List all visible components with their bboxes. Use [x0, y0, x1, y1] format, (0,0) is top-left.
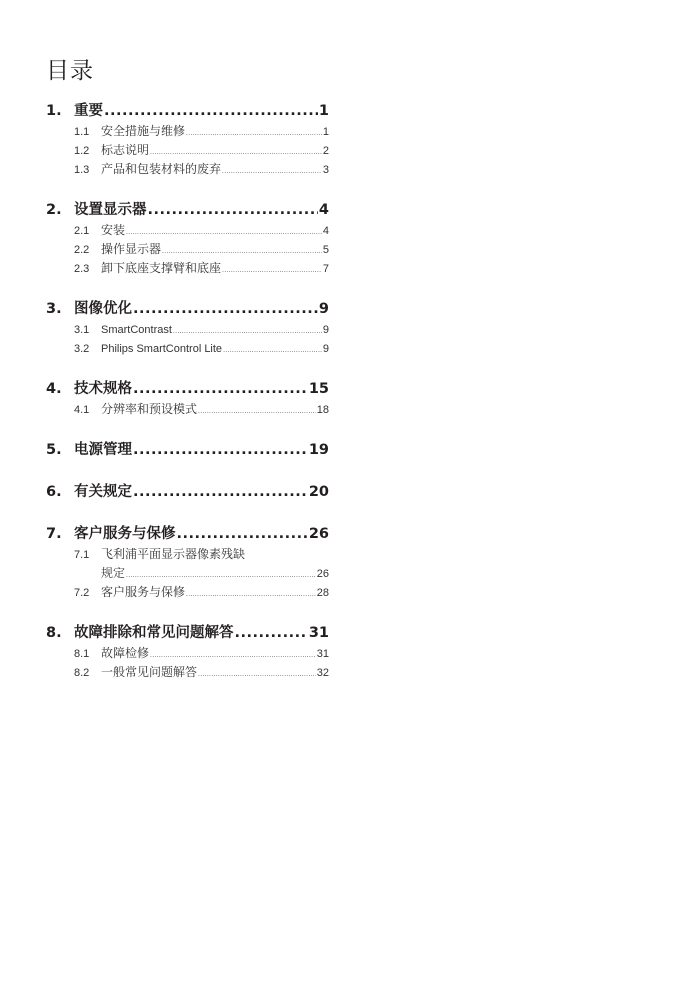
subsection-number: 4.1: [74, 404, 90, 416]
toc-subsection-entry[interactable]: [46, 644, 329, 663]
section-title: 故障排除和常见问题解答: [74, 625, 234, 641]
subsection-title: SmartContrast: [101, 324, 172, 336]
toc-section: [46, 378, 329, 419]
toc-section: [46, 439, 329, 461]
toc-section-entry[interactable]: [46, 378, 329, 400]
section-title: 图像优化: [74, 301, 132, 317]
toc-subsection-entry[interactable]: [46, 259, 329, 278]
section-page: 26: [308, 526, 329, 542]
dot-leader: [133, 298, 318, 320]
dot-leader: [148, 199, 318, 221]
toc-section: [46, 298, 329, 358]
toc-subsection-entry[interactable]: [46, 339, 329, 358]
dot-leader: [150, 644, 316, 665]
section-number: 8.: [46, 625, 62, 641]
section-title: 电源管理: [74, 442, 132, 458]
subsection-page: 5: [322, 244, 329, 256]
section-number: 2.: [46, 202, 62, 218]
dot-leader: [173, 320, 322, 341]
subsection-title: 飞利浦平面显示器像素残缺: [101, 547, 246, 561]
subsection-number: 8.1: [74, 648, 90, 660]
toc-subsection-entry[interactable]: [46, 221, 329, 240]
toc-section-entry[interactable]: [46, 523, 329, 545]
section-title: 客户服务与保修: [74, 526, 176, 542]
page-title: 目录: [46, 58, 94, 84]
toc-section-entry[interactable]: [46, 100, 329, 122]
toc-section-entry[interactable]: [46, 481, 329, 503]
toc-subsection-entry[interactable]: [46, 320, 329, 339]
subsection-page: 9: [322, 343, 329, 355]
dot-leader: [177, 523, 308, 545]
toc-subsection-entry[interactable]: [46, 400, 329, 419]
dot-leader: [222, 160, 322, 181]
dot-leader: [186, 583, 316, 604]
subsection-page: 1: [322, 126, 329, 138]
subsection-page: 28: [316, 587, 329, 599]
section-title: 重要: [74, 103, 103, 119]
dot-leader: [223, 339, 322, 360]
subsection-page: 18: [316, 404, 329, 416]
subsection-number: 8.2: [74, 667, 90, 679]
subsection-page: 7: [322, 263, 329, 275]
dot-leader: [198, 400, 316, 421]
subsection-title: Philips SmartControl Lite: [101, 343, 223, 355]
toc-subsection-continuation[interactable]: [46, 564, 329, 583]
section-number: 3.: [46, 301, 62, 317]
section-page: 20: [308, 484, 329, 500]
subsection-title: 安装: [101, 223, 126, 237]
subsection-number: 7.2: [74, 587, 90, 599]
toc-subsection-entry[interactable]: [46, 122, 329, 141]
dot-leader: [186, 122, 322, 143]
section-page: 9: [318, 301, 329, 317]
table-of-contents: [46, 100, 329, 702]
subsection-number: 3.1: [74, 324, 90, 336]
subsection-number: 2.1: [74, 225, 90, 237]
section-page: 15: [308, 381, 329, 397]
subsection-page: 4: [322, 225, 329, 237]
toc-section-entry[interactable]: [46, 199, 329, 221]
subsection-title: 安全措施与维修: [101, 124, 186, 138]
dot-leader: [235, 622, 308, 644]
toc-section-entry[interactable]: [46, 622, 329, 644]
subsection-title: 客户服务与保修: [101, 585, 186, 599]
section-number: 6.: [46, 484, 62, 500]
subsection-page: 32: [316, 667, 329, 679]
section-number: 5.: [46, 442, 62, 458]
toc-subsection-entry[interactable]: [46, 583, 329, 602]
section-page: 4: [318, 202, 329, 218]
section-number: 1.: [46, 103, 62, 119]
toc-subsection-entry[interactable]: [46, 141, 329, 160]
subsection-title: 标志说明: [101, 143, 150, 157]
subsection-number: 2.2: [74, 244, 90, 256]
toc-section: [46, 100, 329, 179]
dot-leader: [222, 259, 322, 280]
subsection-number: 2.3: [74, 263, 90, 275]
subsection-page: 2: [322, 145, 329, 157]
subsection-title: 分辨率和预设模式: [101, 402, 198, 416]
subsection-page: 26: [316, 568, 329, 580]
subsection-title: 操作显示器: [101, 242, 162, 256]
dot-leader: [104, 100, 318, 122]
toc-section-entry[interactable]: [46, 298, 329, 320]
subsection-number: 3.2: [74, 343, 90, 355]
toc-section: [46, 523, 329, 602]
toc-subsection-entry[interactable]: [46, 160, 329, 179]
subsection-title: 产品和包装材料的废弃: [101, 162, 222, 176]
dot-leader: [133, 439, 308, 461]
subsection-page: 31: [316, 648, 329, 660]
section-page: 1: [318, 103, 329, 119]
section-number: 4.: [46, 381, 62, 397]
dot-leader: [126, 564, 316, 585]
subsection-title: 故障检修: [101, 646, 150, 660]
toc-section: [46, 622, 329, 682]
section-title: 技术规格: [74, 381, 132, 397]
subsection-number: 1.1: [74, 126, 90, 138]
dot-leader: [150, 141, 322, 162]
section-title: 设置显示器: [74, 202, 147, 218]
subsection-number: 1.3: [74, 164, 90, 176]
toc-section: [46, 481, 329, 503]
toc-section: [46, 199, 329, 278]
toc-subsection-entry[interactable]: [46, 545, 329, 564]
toc-subsection-entry[interactable]: [46, 240, 329, 259]
subsection-title-continued: 规定: [101, 566, 126, 580]
dot-leader: [162, 240, 322, 261]
dot-leader: [198, 663, 316, 684]
toc-subsection-entry[interactable]: [46, 663, 329, 682]
toc-section-entry[interactable]: [46, 439, 329, 461]
dot-leader: [133, 481, 308, 503]
subsection-number: 1.2: [74, 145, 90, 157]
subsection-page: 9: [322, 324, 329, 336]
subsection-title: 卸下底座支撑臂和底座: [101, 261, 222, 275]
dot-leader: [126, 221, 322, 242]
subsection-page: 3: [322, 164, 329, 176]
section-number: 7.: [46, 526, 62, 542]
section-page: 31: [308, 625, 329, 641]
section-title: 有关规定: [74, 484, 132, 500]
section-page: 19: [308, 442, 329, 458]
subsection-number: 7.1: [74, 549, 90, 561]
dot-leader: [133, 378, 308, 400]
subsection-title: 一般常见问题解答: [101, 665, 198, 679]
